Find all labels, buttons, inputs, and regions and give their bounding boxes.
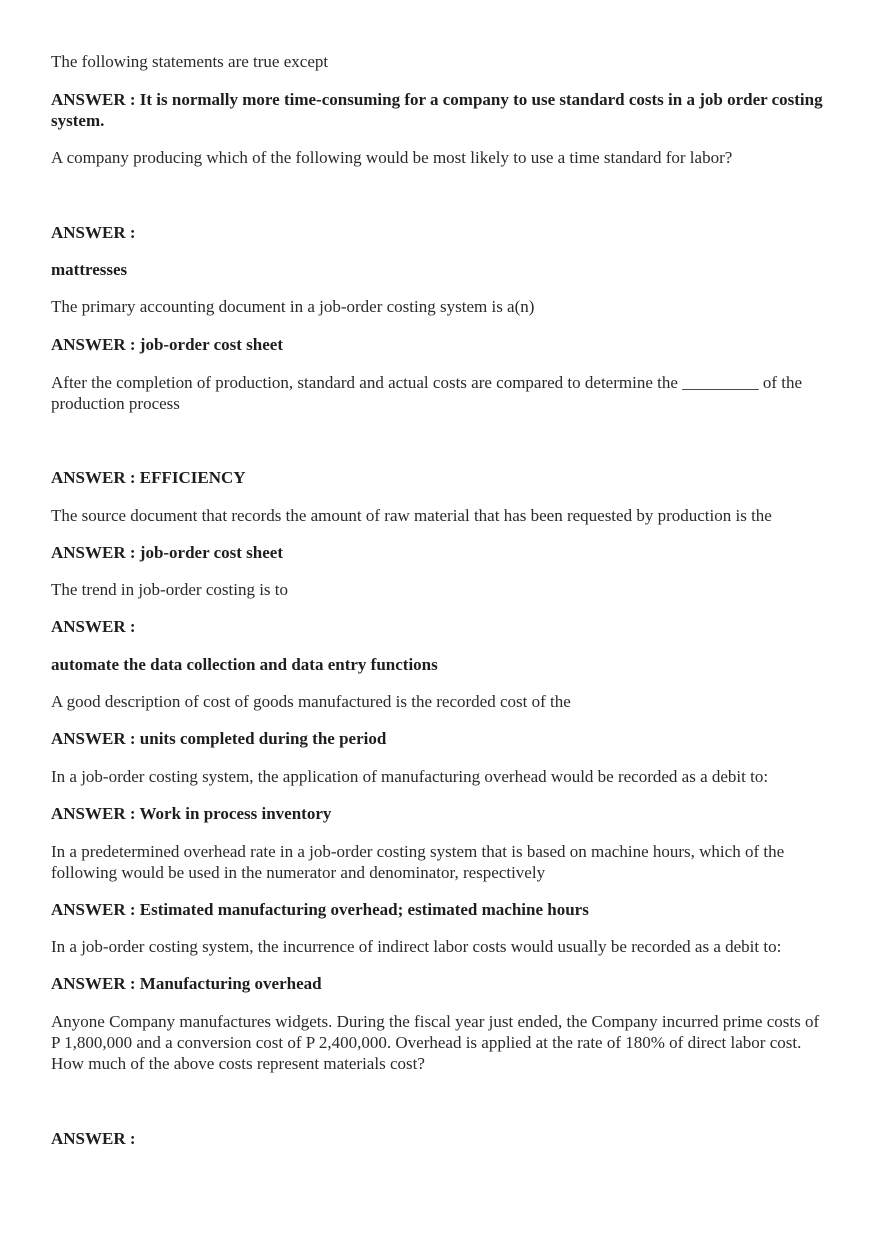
question-text: The source document that records the amount of raw material that has been requested by production is the [51,506,772,525]
question-text: In a predetermined overhead rate in a job-order costing system that is based on machine hours, which of the following would be used in the numerator and denominator, respectively [51,842,785,882]
answer-text: automate the data collection and data entry functions [51,655,438,674]
question-text: The following statements are true except [51,52,329,71]
answer-label: ANSWER : [51,617,136,636]
answer-text: ANSWER : Estimated manufacturing overhead; estimated machine hours [51,900,589,919]
answer-label: ANSWER : [51,1129,136,1148]
question-text: The trend in job-order costing is to [51,580,289,599]
question-text: After the completion of production, standard and actual costs are compared to determine the _________ of the production process [51,373,803,413]
answer-label: ANSWER : [51,223,136,242]
question-text: In a job-order costing system, the application of manufacturing overhead would be recorded as a debit to: [51,767,769,786]
question-text: A good description of cost of goods manufactured is the recorded cost of the [51,692,571,711]
answer-text: ANSWER : job-order cost sheet [51,543,283,562]
answer-text: ANSWER : Work in process inventory [51,804,332,823]
question-text: The primary accounting document in a job-order costing system is a(n) [51,297,535,316]
question-text: A company producing which of the following would be most likely to use a time standard for labor? [51,148,733,167]
answer-text: mattresses [51,260,128,279]
answer-text: ANSWER : units completed during the period [51,729,387,748]
answer-text: ANSWER : job-order cost sheet [51,335,283,354]
answer-text: ANSWER : EFFICIENCY [51,468,246,487]
question-text: Anyone Company manufactures widgets. During the fiscal year just ended, the Company incurred prime costs of P 1,800,000 and a conversion cost of P 2,400,000. Overhead is applied at the rate of 180% of direct labor cost. How much of the above costs represent materials cost? [51,1012,820,1073]
question-text: In a job-order costing system, the incurrence of indirect labor costs would usually be recorded as a debit to: [51,937,782,956]
answer-text: ANSWER : It is normally more time-consuming for a company to use standard costs in a job order costing system. [51,90,823,130]
answer-text: ANSWER : Manufacturing overhead [51,974,322,993]
